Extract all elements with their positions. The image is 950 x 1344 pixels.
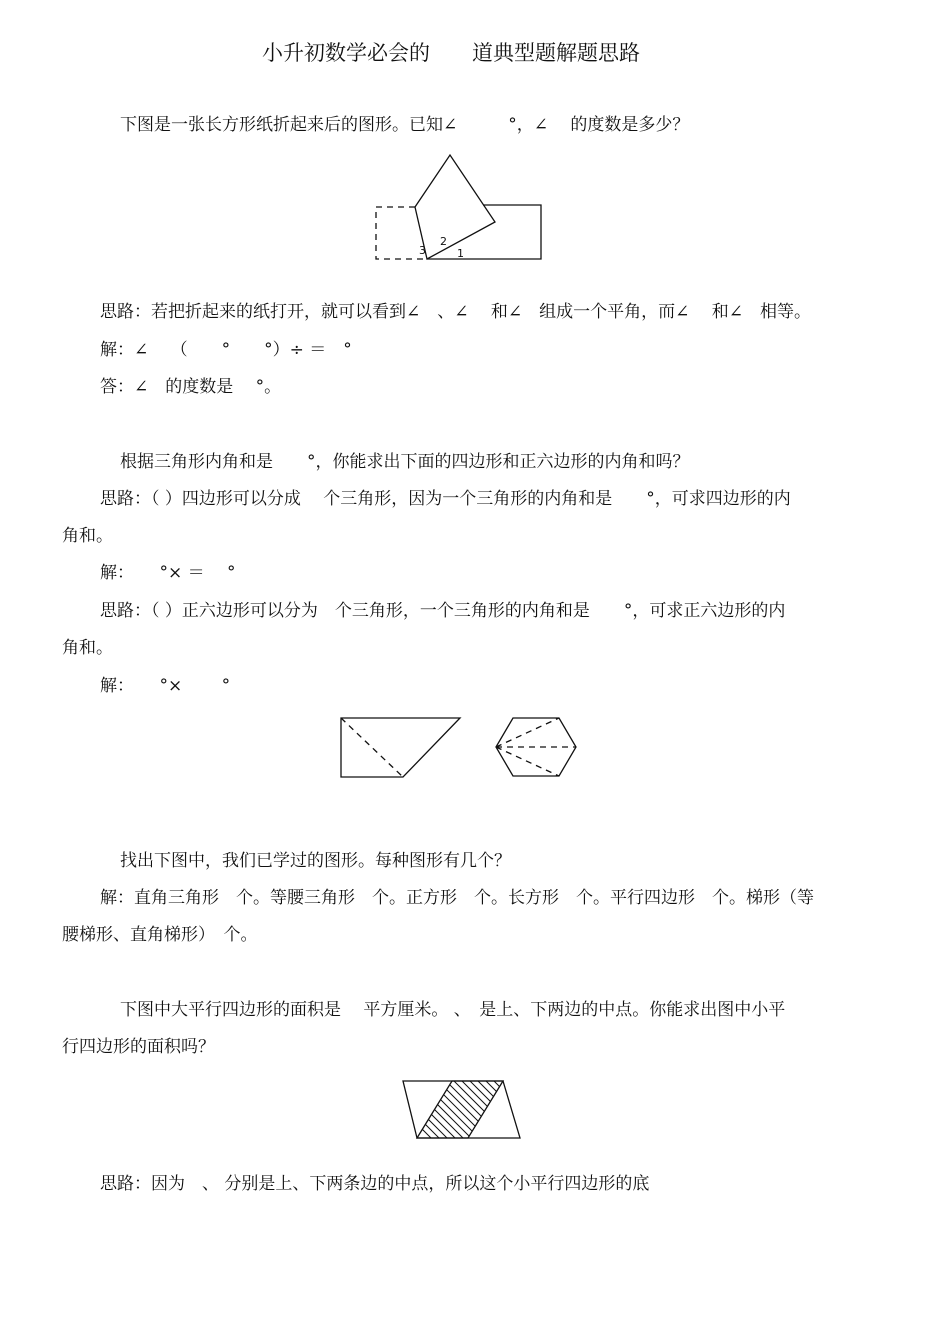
problem-4-thinking: 思路：因为 、 分别是上、下两条边的中点，所以这个小平行四边形的底: [100, 1174, 650, 1194]
hexagon-diagonal-3: [496, 747, 559, 776]
problem-2-thinking-2b: 角和。: [62, 638, 113, 658]
angle-label-1: 1: [457, 247, 464, 260]
angle-label-3: 3: [419, 244, 426, 257]
page-title: 小升初数学必会的 道典型题解题思路: [262, 41, 640, 65]
problem-1-solution: 解：∠ （ ° °）÷ ＝ °: [100, 340, 352, 360]
quadrilateral: [341, 718, 460, 777]
large-parallelogram: [403, 1081, 520, 1138]
hatched-small-parallelogram: [374, 1081, 551, 1138]
problem-2-question: 根据三角形内角和是 °，你能求出下面的四边形和正六边形的内角和吗？: [120, 452, 690, 472]
problem-3-answer-b: 腰梯形、直角梯形） 个。: [62, 925, 258, 945]
hexagon-figure: [493, 715, 583, 785]
parallelogram-figure: [400, 1078, 530, 1148]
problem-1-answer: 答：∠ 的度数是 °。: [100, 377, 282, 397]
angle-label-2: 2: [440, 235, 447, 248]
problem-2-thinking-2a: 思路：（ ）正六边形可以分为 个三角形，一个三角形的内角和是 °，可求正六边形的内: [100, 601, 786, 621]
folded-flap: [415, 155, 495, 259]
problem-3-answer-a: 解：直角三角形 个。等腰三角形 个。正方形 个。长方形 个。平行四边形 个。梯形（等: [100, 888, 814, 908]
folded-paper-figure: [370, 152, 550, 267]
problem-3-question: 找出下图中，我们已学过的图形。每种图形有几个？: [120, 851, 511, 871]
problem-1-thinking: 思路：若把折起来的纸打开，就可以看到∠ 、∠ 和∠ 组成一个平角，而∠ 和∠ 相等。: [100, 302, 812, 322]
problem-4-question-a: 下图中大平行四边形的面积是 平方厘米。 、 是上、下两边的中点。你能求出图中小平: [120, 1000, 786, 1020]
rectangle-body: [427, 205, 541, 259]
problem-4-question-b: 行四边形的面积吗？: [62, 1037, 215, 1057]
hexagon-diagonal-1: [496, 718, 559, 747]
problem-2-thinking-1a: 思路：（ ）四边形可以分成 个三角形，因为一个三角形的内角和是 °，可求四边形的内: [100, 489, 791, 509]
problem-1-question: 下图是一张长方形纸折起来后的图形。已知∠ °，∠ 的度数是多少？: [120, 115, 690, 135]
problem-2-thinking-1b: 角和。: [62, 526, 113, 546]
problem-2-solution-2: 解： °× °: [100, 676, 231, 696]
quadrilateral-diagonal: [341, 718, 403, 777]
quadrilateral-figure: [338, 715, 468, 785]
problem-2-solution-1: 解： °× ＝ °: [100, 563, 236, 583]
